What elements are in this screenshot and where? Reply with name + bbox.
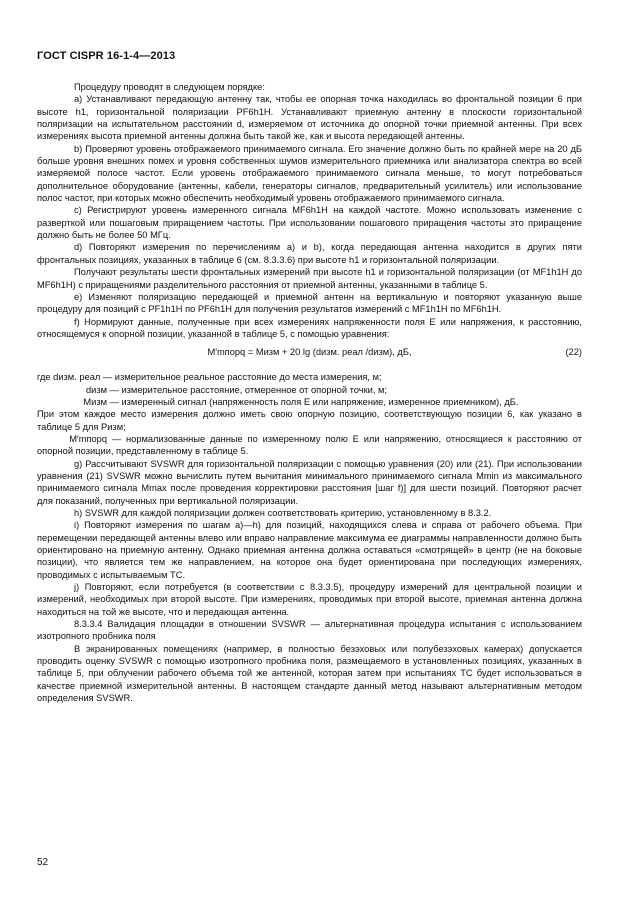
definition-m [37, 396, 582, 408]
def-text: — измерительное расстояние, отмеренное от опорной точки, м; [109, 384, 387, 395]
step-b: b) Проверяют уровень отображаемого принимаемого сигнала. Его значение должно быть по крайней мере на 20 дБ больше уровня внешних помех и уровня собственных шумов измерительного приемника или анализатора спектра во всей измеряемой полосе частот. Если уровень отображаемого принимаемого сигнала меньше, то могут потребоваться дополнительное оборудование (антенны, кабели, генераторы сигналов, предварительный усилитель) или использование полос частот, при которых можно обеспечить необходимый уровень отображаемого принимаемого сигнала. [37, 143, 582, 204]
intro-paragraph: Процедуру проводят в следующем порядке: [74, 82, 265, 92]
step-a: а) Устанавливают передающую антенну так, чтобы ее опорная точка находилась во фронтальной позиции 6 при высоте h1, горизонтальной поляризации PF6h1H. Устанавливают приемную антенну в плоскости горизонтальной поляризации на испытательном расстоянии d, измеряемом от источника до опорной точки приемной антенны. При всех измерениях высота приемной антенны должна быть такой же, как и высота передающей антенны. [37, 94, 582, 142]
definition-m-norm [37, 433, 582, 458]
def-label: dизм. реал [53, 372, 101, 383]
equation-22 [37, 346, 582, 359]
step-e: е) Изменяют поляризацию передающей и приемной антенн на вертикальную и повторяют указанную выше процедуру для позиций с PF1h1H по PF6h1H для получения результатов измерений с MF1h1H по MF6h1H. [37, 291, 582, 315]
step-h: h) SVSWR для каждой поляризации должен соответствовать критерию, установленному в 8.3.2. [74, 508, 492, 518]
def-text: — измерительное реальное расстояние до места измерения, м; [102, 372, 382, 383]
def-text: — измеренный сигнал (напряженность поля E или напряжение, измеренное приемником), дБ. [109, 396, 519, 407]
def-text: — нормализованные данные по измеренному полю E или напряжению, относящиеся к расстоянию от опорной позиции, представленному в таблице 5. [37, 433, 582, 457]
definition-d [37, 384, 582, 396]
document-header: ГОСТ CISPR 16-1-4—2013 [37, 50, 176, 62]
where-word: где [37, 372, 51, 383]
step-d-results: Получают результаты шести фронтальных измерений при высоте h1 и горизонтальной поляризации (от MF1h1H до MF6h1H) с приращениями разделительного расстояния от приемной антенны, указанными в таблице 5. [37, 267, 582, 290]
step-g: g) Рассчитывают SVSWR для горизонтальной поляризации с помощью уравнения (20) или (21). При использовании уравнения (21) SVSWR можно вычислить путем вычитания минимального принимаемого сигнала Mmin из максимального принимаемого сигнала Mmax после проведения корректировки расстояния [шаг f)] для шести позиций. Повторяют расчет для показаний, полученных при вертикальной поляризации. [37, 458, 582, 506]
def-label: M′mпорq [69, 433, 107, 444]
last-paragraph: В экранированных помещениях (например, в полностью безэховых или полубезэховых камерах) допускается проводить оценку SVSWR с помощью изотропного пробника поля, размещаемого в установленных позициях, указанных в таблице 5, при облучении рабочего объема той же антенной, которая затем при испытаниях ТС будет использоваться в качестве приемной измерительной антенны. В настоящем стандарте данный метод называют альтернативным методом определения SVSWR. [37, 643, 582, 704]
definition-d-real [37, 371, 582, 383]
def-label: dизм [85, 384, 107, 395]
page-body [37, 81, 582, 705]
definition-m-cont: При этом каждое место измерения должно иметь свою опорную позицию, соответствующую позиции 6, как указано в таблице 5 для Pизм; [37, 409, 582, 432]
step-d: d) Повторяют измерения по перечислениям а) и b), когда передающая антенна находится в других пяти фронтальных позициях, указанных в таблице 6 (см. 8.3.3.6) при высоте h1 и горизонтальной поляризации. [37, 242, 582, 265]
step-c: с) Регистрируют уровень измеренного сигнала MF6h1H на каждой частоте. Можно использовать изменение с разверткой или пошаговым приращением частоты. При использовании пошагового приращения частоты это приращение должно быть не более 50 МГц. [37, 205, 582, 241]
step-j: j) Повторяют, если потребуется (в соответствии с 8.3.3.5), процедуру измерений для центральной позиции и измерений, необходимых при второй высоте. При измерениях, проводимых при второй высоте, приемная антенна должна находиться на той же высоте, что и передающая антенна. [37, 582, 582, 617]
def-label: Mизм [83, 396, 107, 407]
step-i: i) Повторяют измерения по шагам а)—h) для позиций, находящихся слева и справа от рабочего объема. При перемещении передающей антенны влево или вправо направление максимума ее диаграммы направленности должно быть ориентировано на приемную антенну. Однако приемная антенна должна оставаться «смотрящей» в центр (не на боковые позиции), что является тем же направлением, на которое она будет ориентирована при последующих измерениях, проводимых с испытываемым ТС. [37, 520, 582, 580]
definitions [37, 371, 582, 457]
page-number: 52 [37, 857, 49, 868]
equation-number: (22) [565, 347, 582, 358]
equation-text: M′mпорq = Mизм + 20 lg (dизм. реал /dизм), дБ, [207, 347, 412, 358]
step-f: f) Нормируют данные, полученные при всех измерениях напряженности поля E или напряжения, к расстоянию, относящемуся к опорной позиции, указанной в таблице 5, с помощью уравнения: [37, 316, 582, 339]
section-8-3-3-4: 8.3.3.4 Валидация площадки в отношении SVSWR — альтернативная процедура испытания с использованием изотропного пробника поля [37, 619, 582, 642]
